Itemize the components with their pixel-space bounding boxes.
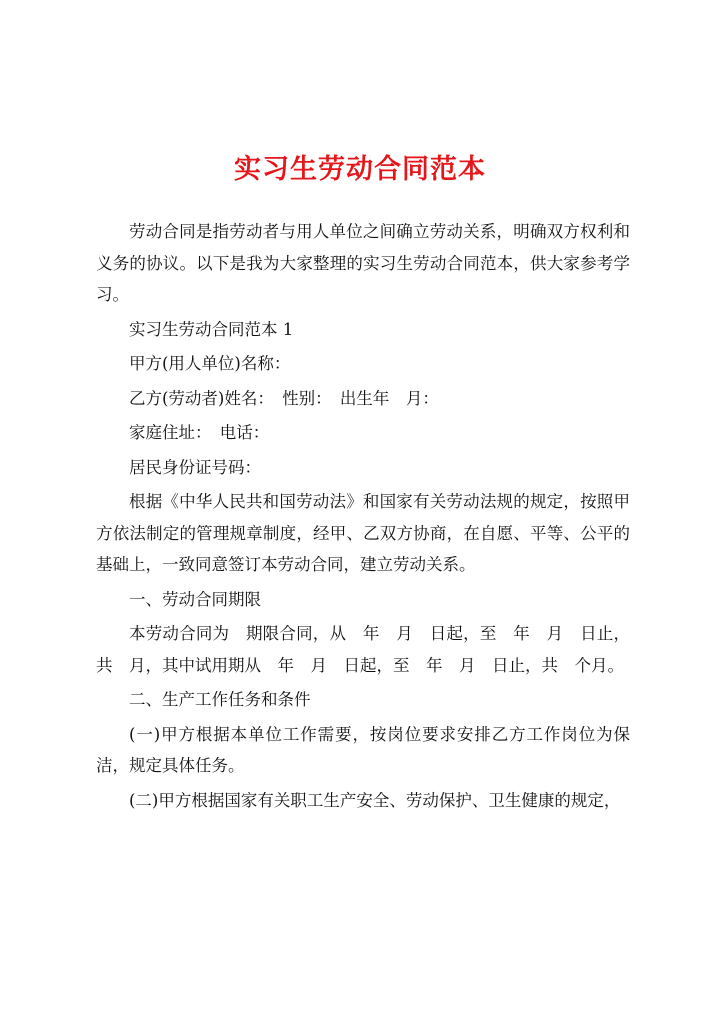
- party-a-name-line: 甲方(用人单位)名称：: [129, 354, 291, 373]
- legal-basis-paragraph: 根据《中华人民共和国劳动法》和国家有关劳动法规的规定，按照甲方依法制定的管理规章制度，经甲、乙双方协商，在自愿、平等、公平的基础上，一致同意签订本劳动合同，建立劳动关系。: [96, 492, 630, 574]
- section-heading-term: 一、劳动合同期限: [129, 589, 261, 609]
- intro-paragraph: 劳动合同是指劳动者与用人单位之间确立劳动关系，明确双方权利和义务的协议。以下是我为大家整理的实习生劳动合同范本，供大家参考学习。: [96, 222, 630, 304]
- task-item-2: (二)甲方根据国家有关职工生产安全、劳动保护、卫生健康的规定，: [129, 790, 621, 810]
- section-heading-contract-1: 实习生劳动合同范本 1: [129, 319, 294, 339]
- party-b-info-line: 乙方(劳动者)姓名： 性别： 出生年 月：: [129, 388, 439, 408]
- document-body: [96, 216, 630, 819]
- id-number-line: 居民身份证号码：: [129, 457, 261, 477]
- task-item-1: (一)甲方根据本单位工作需要，按岗位要求安排乙方工作岗位为保洁，规定具体任务。: [96, 724, 630, 775]
- address-phone-line: 家庭住址： 电话：: [129, 423, 270, 442]
- section-heading-tasks: 二、生产工作任务和条件: [129, 690, 311, 709]
- term-paragraph: 本劳动合同为 期限合同，从 年 月 日起，至 年 月 日止，共 月，其中试用期从 年 月 日起，至 年 月 日止，共 个月。: [96, 624, 630, 675]
- document-title: 实习生劳动合同范本: [234, 154, 486, 185]
